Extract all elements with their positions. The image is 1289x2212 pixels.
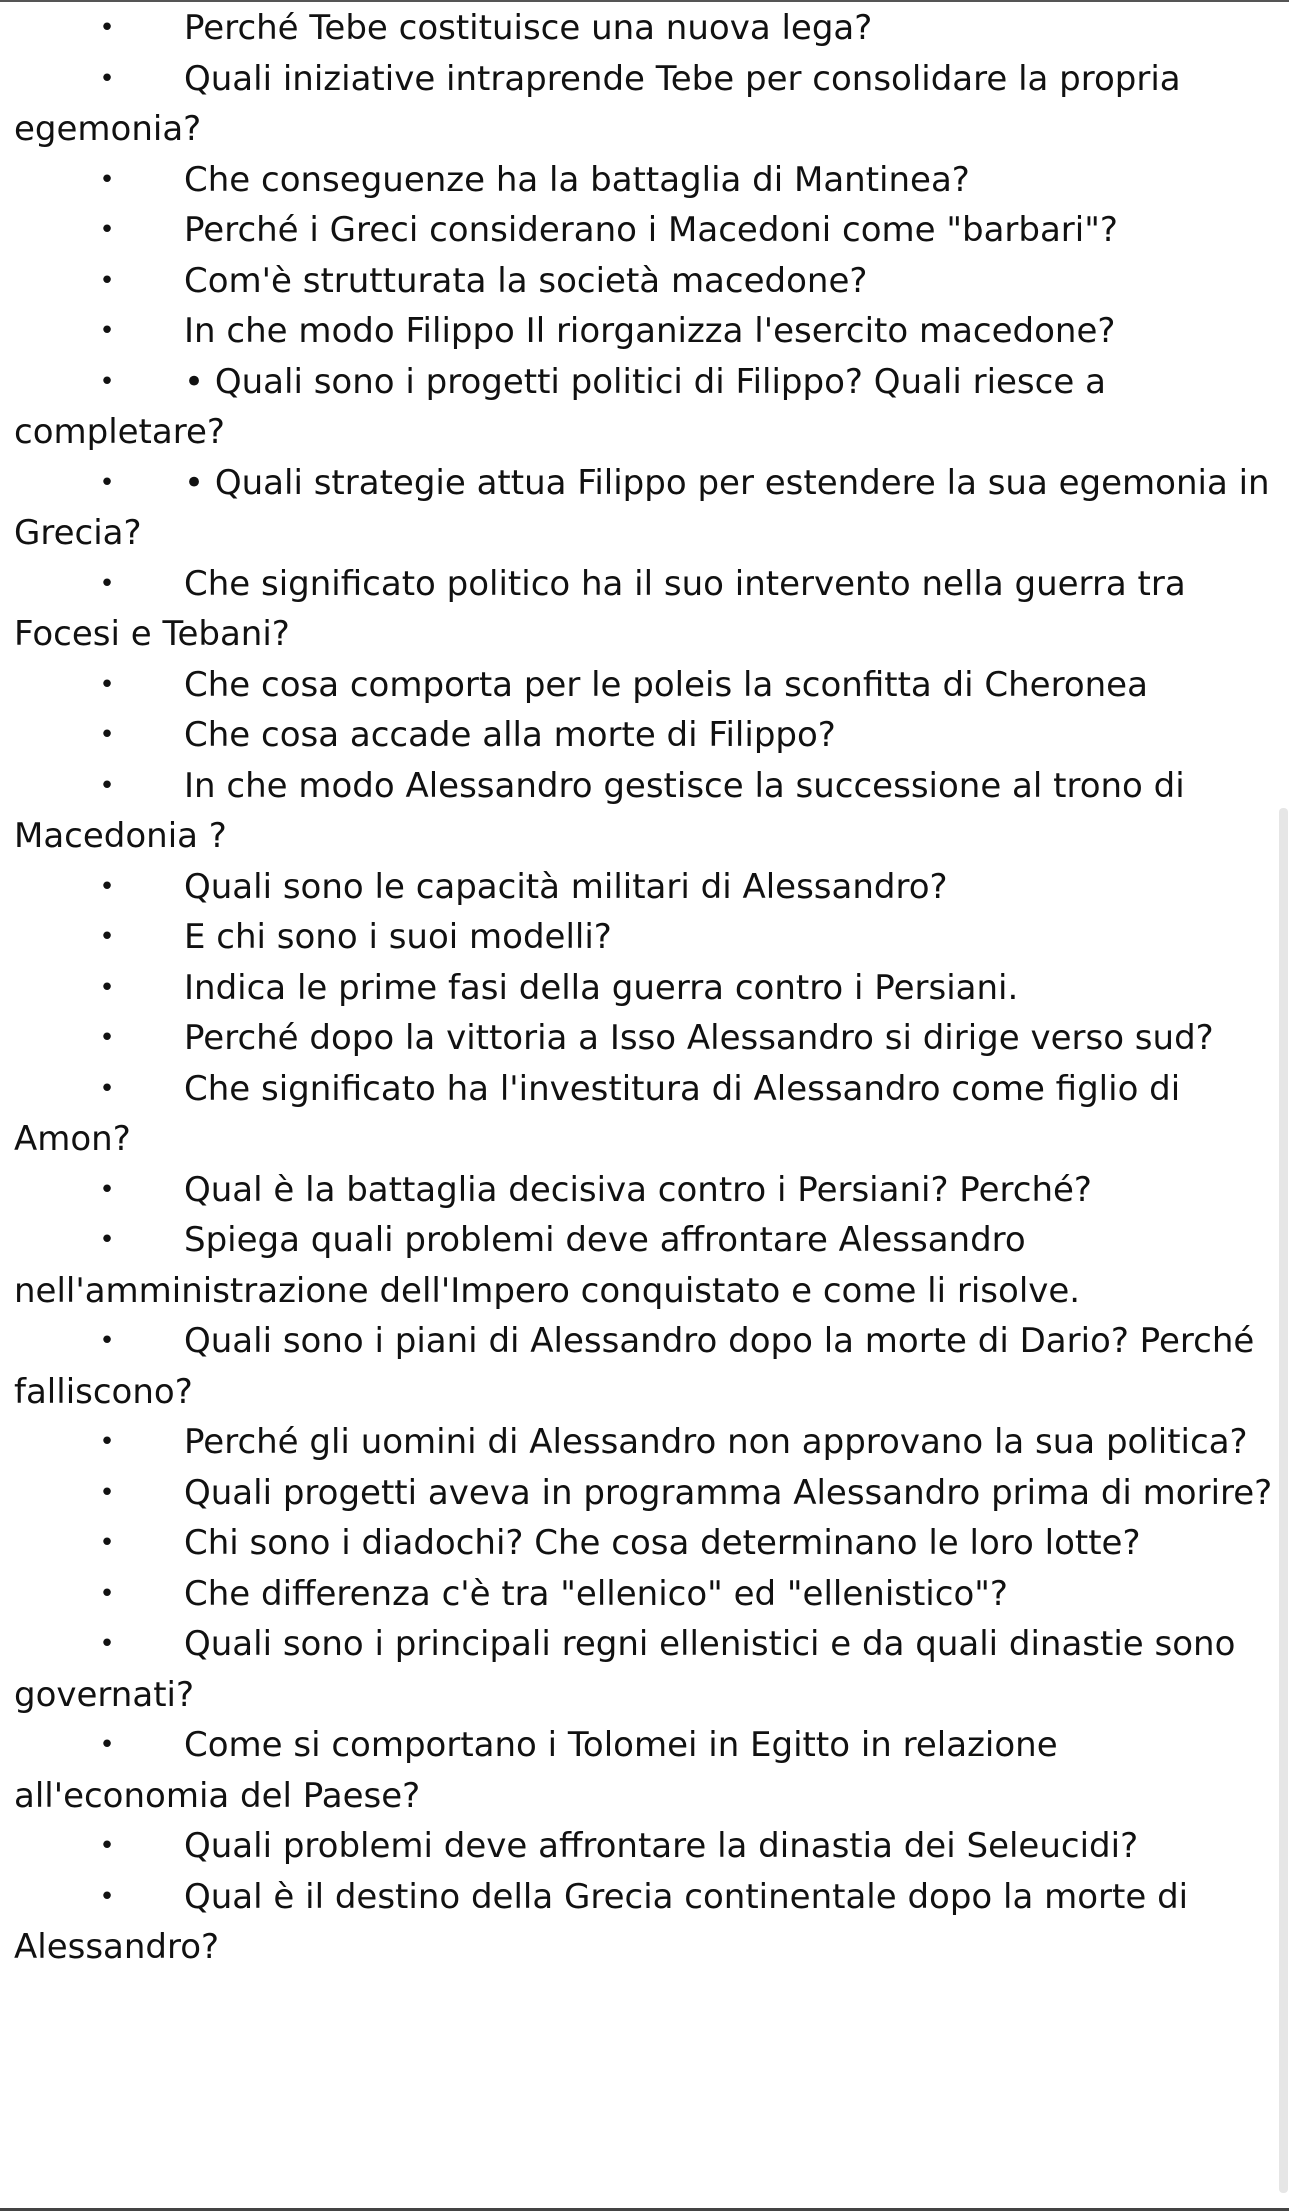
bullet-icon: • <box>99 871 115 902</box>
bullet-icon: • <box>99 366 115 397</box>
list-item <box>0 1064 1280 1165</box>
bullet-icon: • <box>99 265 115 296</box>
bullet-icon: • <box>99 972 115 1003</box>
bullet-icon: • <box>99 1629 115 1659</box>
list-item <box>0 54 1280 155</box>
bullet-icon: • <box>99 1023 115 1053</box>
bullet-icon: • <box>99 1831 115 1861</box>
question-text: Spiega quali problemi deve affrontare Alessandro nell'amministrazione dell'Impero conquistato e come li risolve. <box>14 1220 1081 1311</box>
list-item <box>0 458 1280 559</box>
bullet-icon: • <box>99 1730 115 1760</box>
question-text: In che modo Alessandro gestisce la successione al trono di Macedonia ? <box>14 765 1185 856</box>
list-item <box>0 3 1280 54</box>
question-text: Che significato ha l'investitura di Alessandro come figlio di Amon? <box>14 1068 1181 1159</box>
question-text: Che differenza c'è tra "ellenico" ed "ellenistico"? <box>184 1573 1008 1614</box>
bottom-divider <box>0 2208 1289 2211</box>
bullet-icon: • <box>99 63 115 94</box>
list-item <box>0 306 1280 357</box>
bullet-icon: • <box>99 720 115 750</box>
bullet-icon: • <box>99 922 115 952</box>
question-text: Perché i Greci considerano i Macedoni come "barbari"? <box>184 210 1118 250</box>
bullet-icon: • <box>99 215 115 245</box>
bullet-icon: • <box>99 13 115 43</box>
question-text: Quali sono le capacità militari di Alessandro? <box>184 866 948 907</box>
bullet-icon: • <box>99 1578 115 1609</box>
bullet-icon: • <box>99 1174 115 1205</box>
question-text: In che modo Filippo Il riorganizza l'esercito macedone? <box>184 311 1116 351</box>
list-item <box>0 1215 1280 1316</box>
list-item <box>0 963 1280 1014</box>
question-text: Che conseguenze ha la battaglia di Mantinea? <box>184 159 970 200</box>
question-text: Qual è il destino della Grecia continentale dopo la morte di Alessandro? <box>14 1876 1189 1967</box>
bullet-icon: • <box>99 1528 115 1558</box>
list-item <box>0 1417 1280 1468</box>
bullet-icon: • <box>99 1225 115 1255</box>
list-item <box>0 1013 1280 1064</box>
bullet-icon: • <box>99 1073 115 1104</box>
scrollbar[interactable] <box>1279 808 1288 2193</box>
bullet-icon: • <box>99 164 115 195</box>
bullet-icon: • <box>99 568 115 599</box>
list-item <box>0 559 1280 660</box>
list-item <box>0 1569 1280 1620</box>
bullet-icon: • <box>99 467 115 498</box>
question-text: Perché gli uomini di Alessandro non approvano la sua politica? <box>184 1422 1248 1462</box>
question-text: Che cosa accade alla morte di Filippo? <box>184 715 836 755</box>
question-text: Indica le prime fasi della guerra contro i Persiani. <box>184 967 1019 1008</box>
list-item <box>0 357 1280 458</box>
question-text: Come si comportano i Tolomei in Egitto in relazione all'economia del Paese? <box>14 1725 1058 1816</box>
list-item <box>0 205 1280 256</box>
list-item <box>0 710 1280 761</box>
question-text: Quali progetti aveva in programma Alessandro prima di morire? <box>184 1472 1273 1513</box>
list-item <box>0 912 1280 963</box>
question-text: Quali sono i principali regni ellenistici e da quali dinastie sono governati? <box>14 1624 1236 1715</box>
list-item <box>0 155 1280 206</box>
question-text: Quali sono i piani di Alessandro dopo la morte di Dario? Perché falliscono? <box>14 1321 1255 1412</box>
bullet-icon: • <box>99 1427 115 1457</box>
question-text: Quali iniziative intraprende Tebe per consolidare la propria egemonia? <box>14 58 1181 149</box>
question-text: Perché dopo la vittoria a Isso Alessandro si dirige verso sud? <box>184 1018 1214 1058</box>
list-item <box>0 1619 1280 1720</box>
question-text: Chi sono i diadochi? Che cosa determinano le loro lotte? <box>184 1523 1141 1563</box>
list-item <box>0 1518 1280 1569</box>
list-item <box>0 1821 1280 1872</box>
question-text: Com'è strutturata la società macedone? <box>184 260 868 301</box>
list-item <box>0 1468 1280 1519</box>
list-item <box>0 761 1280 862</box>
bullet-icon: • <box>99 1477 115 1508</box>
question-text: • Quali strategie attua Filippo per estendere la sua egemonia in Grecia? <box>14 462 1270 553</box>
question-text: Che significato politico ha il suo intervento nella guerra tra Focesi e Tebani? <box>14 563 1186 654</box>
bullet-icon: • <box>99 669 115 700</box>
bullet-icon: • <box>99 1881 115 1912</box>
question-text: Qual è la battaglia decisiva contro i Persiani? Perché? <box>184 1169 1092 1210</box>
list-item <box>0 1720 1280 1821</box>
list-item <box>0 660 1280 711</box>
question-text: Quali problemi deve affrontare la dinastia dei Seleucidi? <box>184 1826 1139 1866</box>
list-item <box>0 1316 1280 1417</box>
bullet-icon: • <box>99 1326 115 1356</box>
list-item <box>0 1872 1280 1973</box>
question-text: Perché Tebe costituisce una nuova lega? <box>184 8 873 48</box>
question-text: Che cosa comporta per le poleis la sconfitta di Cheronea <box>184 664 1148 705</box>
question-text: • Quali sono i progetti politici di Filippo? Quali riesce a completare? <box>14 361 1106 452</box>
list-item <box>0 1165 1280 1216</box>
list-item <box>0 862 1280 913</box>
list-item <box>0 256 1280 307</box>
bullet-icon: • <box>99 770 115 801</box>
question-text: E chi sono i suoi modelli? <box>184 917 612 957</box>
bullet-icon: • <box>99 316 115 346</box>
